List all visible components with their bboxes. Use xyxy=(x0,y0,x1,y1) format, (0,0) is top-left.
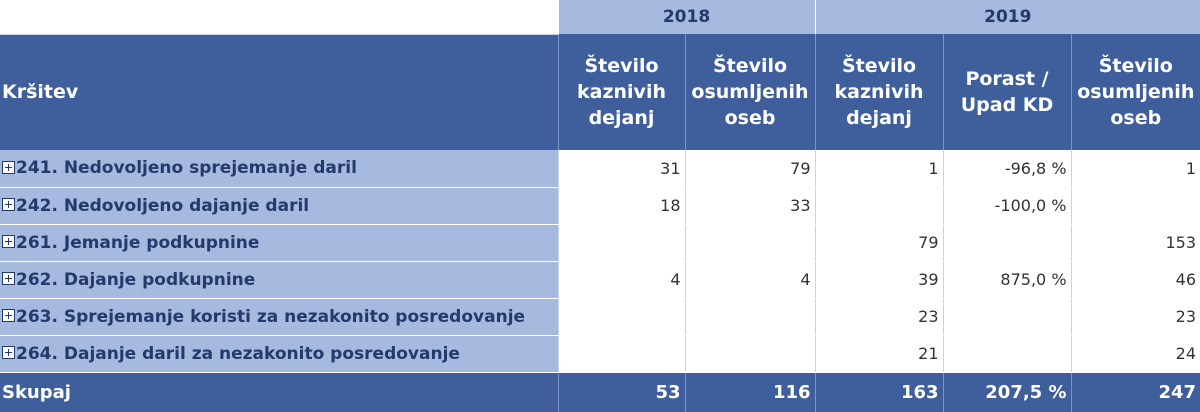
row-label-cell[interactable] xyxy=(0,298,558,335)
year-2019-header[interactable]: 2019 xyxy=(815,0,1200,34)
table-cell: 23 xyxy=(815,298,943,335)
table-cell: 39 xyxy=(815,261,943,298)
expand-plus-icon[interactable] xyxy=(2,198,15,211)
table-cell: 4 xyxy=(685,261,815,298)
year-header-row xyxy=(0,0,1200,34)
year-2018-header[interactable]: 2018 xyxy=(558,0,815,34)
corner-cell xyxy=(0,0,558,34)
row-label-cell[interactable] xyxy=(0,187,558,224)
table-row xyxy=(0,298,1200,335)
table-cell: -96,8 % xyxy=(943,150,1071,187)
table-cell: 79 xyxy=(815,224,943,261)
table-cell: 21 xyxy=(815,335,943,372)
table-cell xyxy=(815,187,943,224)
total-cell: 163 xyxy=(815,372,943,412)
total-cell: 247 xyxy=(1071,372,1200,412)
row-label: 241. Nedovoljeno sprejemanje daril xyxy=(16,158,357,179)
column-header-2018-kd[interactable]: Število kaznivih dejanj xyxy=(558,34,685,150)
column-header-2019-porast[interactable]: Porast / Upad KD xyxy=(943,34,1071,150)
total-cell: 53 xyxy=(558,372,685,412)
total-row xyxy=(0,372,1200,412)
table-row xyxy=(0,335,1200,372)
table-cell: -100,0 % xyxy=(943,187,1071,224)
table-cell: 33 xyxy=(685,187,815,224)
expand-plus-icon[interactable] xyxy=(2,161,15,174)
table-cell: 1 xyxy=(1071,150,1200,187)
row-label: 242. Nedovoljeno dajanje daril xyxy=(16,195,310,216)
row-label-cell[interactable] xyxy=(0,150,558,187)
row-label: 262. Dajanje podkupnine xyxy=(16,269,256,290)
table-cell xyxy=(943,335,1071,372)
table-cell: 24 xyxy=(1071,335,1200,372)
table-cell: 46 xyxy=(1071,261,1200,298)
table-cell: 18 xyxy=(558,187,685,224)
table-cell xyxy=(558,224,685,261)
total-cell: 116 xyxy=(685,372,815,412)
table-cell xyxy=(943,298,1071,335)
table-cell xyxy=(1071,187,1200,224)
column-header-2019-osebe[interactable]: Število osumljenih oseb xyxy=(1071,34,1200,150)
column-header-row xyxy=(0,34,1200,150)
expand-plus-icon[interactable] xyxy=(2,235,15,248)
expand-plus-icon[interactable] xyxy=(2,346,15,359)
table-cell xyxy=(685,298,815,335)
table-cell: 23 xyxy=(1071,298,1200,335)
table-row xyxy=(0,261,1200,298)
table-cell: 31 xyxy=(558,150,685,187)
row-label: 263. Sprejemanje koristi za nezakonito posredovanje xyxy=(16,306,526,327)
column-header-2018-osebe[interactable]: Število osumljenih oseb xyxy=(685,34,815,150)
column-header-2019-kd[interactable]: Število kaznivih dejanj xyxy=(815,34,943,150)
expand-plus-icon[interactable] xyxy=(2,309,15,322)
table-cell: 875,0 % xyxy=(943,261,1071,298)
table-cell xyxy=(685,224,815,261)
table-row xyxy=(0,224,1200,261)
row-label-cell[interactable] xyxy=(0,261,558,298)
table-cell: 1 xyxy=(815,150,943,187)
table-cell: 153 xyxy=(1071,224,1200,261)
column-header-krsitev[interactable]: Kršitev xyxy=(0,34,558,150)
table-cell xyxy=(558,298,685,335)
row-label: 261. Jemanje podkupnine xyxy=(16,232,260,253)
table-row xyxy=(0,187,1200,224)
table-cell: 79 xyxy=(685,150,815,187)
row-label-cell[interactable] xyxy=(0,224,558,261)
table-cell xyxy=(943,224,1071,261)
total-cell: 207,5 % xyxy=(943,372,1071,412)
table-cell xyxy=(558,335,685,372)
table-cell xyxy=(685,335,815,372)
table-row xyxy=(0,150,1200,187)
row-label: 264. Dajanje daril za nezakonito posredovanje xyxy=(16,343,460,364)
expand-plus-icon[interactable] xyxy=(2,272,15,285)
total-label: Skupaj xyxy=(0,372,558,412)
table-cell: 4 xyxy=(558,261,685,298)
row-label-cell[interactable] xyxy=(0,335,558,372)
